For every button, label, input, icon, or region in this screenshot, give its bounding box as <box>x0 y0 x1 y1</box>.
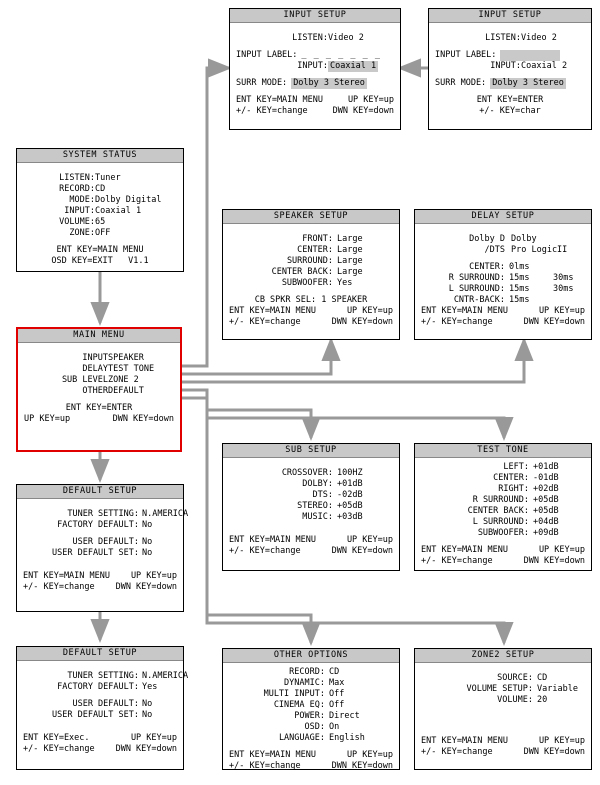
panel-title: DELAY SETUP <box>415 210 591 224</box>
row-value: Dolby Digital <box>95 195 162 205</box>
header-row-1 <box>421 234 585 245</box>
menu-item-label[interactable]: INPUT <box>82 353 108 363</box>
row-value: +05dB <box>533 495 559 505</box>
table-row <box>23 671 189 682</box>
table-row <box>229 667 393 678</box>
panel-title: OTHER OPTIONS <box>223 649 399 663</box>
footer-line-2 <box>236 106 394 117</box>
table-row <box>229 278 393 289</box>
table-row <box>229 722 393 733</box>
row-value: Direct <box>329 711 360 721</box>
row-label: DTS: <box>312 490 333 500</box>
footer-line-2 <box>229 317 393 328</box>
row-input <box>236 61 394 72</box>
row-value: Max <box>329 678 345 688</box>
panel-title: ZONE2 SETUP <box>415 649 591 663</box>
row-label: CENTER: <box>297 245 333 255</box>
row-label: MUSIC: <box>302 512 333 522</box>
row-label: POWER: <box>294 711 325 721</box>
row-label: FRONT: <box>302 234 333 244</box>
table-row <box>23 195 177 206</box>
cb-spkr-sel: CB SPKR SEL: 1 SPEAKER <box>254 295 368 305</box>
menu-item-sublevel-zone2[interactable] <box>24 375 174 386</box>
row-value: Large <box>337 245 363 255</box>
footer-line-2 <box>229 546 393 557</box>
footer-right: DWN KEY=down <box>523 556 585 566</box>
row-label: USER DEFAULT SET: <box>52 710 139 720</box>
row-value: Video 2 <box>521 33 557 43</box>
header-left: /DTS <box>484 245 505 255</box>
table-row <box>421 262 585 273</box>
footer-left: ENT KEY=MAIN MENU <box>421 545 508 555</box>
row-value: OFF <box>95 228 111 238</box>
table-row <box>23 548 177 559</box>
row-label: DYNAMIC: <box>284 678 325 688</box>
row-input-label <box>435 50 585 61</box>
row-label: INPUT: <box>490 61 521 71</box>
footer-line-1 <box>229 306 393 317</box>
row-value: Tuner <box>95 173 121 183</box>
row-label: SOURCE: <box>497 673 533 683</box>
footer-right: DWN KEY=down <box>523 747 585 757</box>
footer-line-1 <box>23 733 177 744</box>
row-value: +05dB <box>337 501 363 511</box>
row-label: RIGHT: <box>498 484 529 494</box>
table-row <box>23 710 177 721</box>
menu-item-label[interactable]: SUB LEVEL <box>61 375 108 385</box>
footer-right: UP KEY=up <box>538 306 585 316</box>
row-label: FACTORY DEFAULT: <box>57 520 139 530</box>
table-row <box>421 695 585 706</box>
table-row <box>421 473 585 484</box>
table-row <box>229 711 393 722</box>
row-value: N.AMERICA <box>142 671 189 681</box>
footer-line-2 <box>23 744 177 755</box>
footer-right: UP KEY=up <box>346 306 393 316</box>
menu-item-other-default[interactable] <box>24 386 174 397</box>
row-label: INPUT LABEL: <box>236 50 298 60</box>
row-input <box>435 61 585 72</box>
row-label: R SURROUND: <box>472 495 529 505</box>
table-row <box>229 234 393 245</box>
footer-line-1 <box>229 535 393 546</box>
row-value: Large <box>337 256 363 266</box>
row-value: CD <box>329 667 340 677</box>
footer-right: UP KEY=up <box>347 95 394 105</box>
menu-item-delay-testtone[interactable] <box>24 364 174 375</box>
row-label: LISTEN: <box>485 33 521 43</box>
footer-left: +/- KEY=change <box>229 761 301 771</box>
panel-other-options[interactable] <box>222 648 400 770</box>
panel-title: MAIN MENU <box>18 329 180 343</box>
row-listen <box>236 33 394 44</box>
panel-input-setup-2[interactable] <box>428 8 592 130</box>
row-label: CENTER: <box>493 473 529 483</box>
footer-line-1: ENT KEY=ENTER <box>476 95 544 105</box>
footer-line-2 <box>23 582 177 593</box>
row-label: R SURROUND: <box>448 273 505 283</box>
footer-line-1 <box>23 571 177 582</box>
table-row <box>421 295 585 306</box>
table-row <box>229 700 393 711</box>
table-row <box>229 501 393 512</box>
header-left: Dolby D <box>469 234 505 244</box>
row-label: L SURROUND: <box>448 284 505 294</box>
table-row <box>229 512 393 523</box>
row-value-b: 30ms <box>553 273 574 283</box>
footer-left: +/- KEY=change <box>229 546 301 556</box>
table-row <box>23 173 177 184</box>
footer-right: DWN KEY=down <box>115 744 177 754</box>
footer-right: UP KEY=up <box>538 545 585 555</box>
row-value: 100HZ <box>337 468 363 478</box>
row-value: Yes <box>142 682 158 692</box>
row-value: No <box>142 520 153 530</box>
row-label: LISTEN: <box>292 33 328 43</box>
row-label: MULTI INPUT: <box>263 689 325 699</box>
row-value: +09dB <box>533 528 559 538</box>
row-label: USER DEFAULT SET: <box>52 548 139 558</box>
row-label: SURROUND: <box>286 256 333 266</box>
table-row <box>229 490 393 501</box>
panel-speaker-setup[interactable] <box>222 209 400 340</box>
footer-right: DWN KEY=down <box>331 546 393 556</box>
table-row <box>229 479 393 490</box>
row-label: RECORD: <box>59 184 95 194</box>
table-row <box>229 245 393 256</box>
row-label: VOLUME: <box>497 695 533 705</box>
panel-default-setup-2[interactable] <box>16 646 189 770</box>
panel-input-setup-1[interactable] <box>229 8 401 130</box>
footer-left: ENT KEY=MAIN MENU <box>236 95 323 105</box>
row-value: Coaxial 1 <box>95 206 142 216</box>
menu-item-input-speaker[interactable] <box>24 353 174 364</box>
panel-system-status[interactable] <box>16 148 184 272</box>
row-label: FACTORY DEFAULT: <box>57 682 139 692</box>
row-label: CINEMA EQ: <box>273 700 325 710</box>
footer-right: UP KEY=up <box>346 535 393 545</box>
menu-item-label[interactable]: DEFAULT <box>108 386 144 396</box>
row-label: TUNER SETTING: <box>67 671 139 681</box>
table-row <box>421 284 585 295</box>
menu-item-label[interactable]: ZONE 2 <box>108 375 139 385</box>
table-row <box>23 509 189 520</box>
table-row <box>23 228 177 239</box>
footer-line-1 <box>229 750 393 761</box>
row-value: +04dB <box>533 517 559 527</box>
row-label: SUBWOOFER: <box>281 278 333 288</box>
menu-item-label[interactable]: TEST TONE <box>108 364 155 374</box>
row-label: SURR MODE: <box>435 78 487 88</box>
header-right: Dolby <box>511 234 537 244</box>
table-row <box>229 733 393 744</box>
table-row <box>23 520 177 531</box>
footer-left: +/- KEY=change <box>421 317 493 327</box>
row-label: CENTER BACK: <box>271 267 333 277</box>
footer-right: UP KEY=up <box>538 736 585 746</box>
footer-line-2 <box>421 317 585 328</box>
footer-line-1 <box>236 95 394 106</box>
table-row <box>23 699 177 710</box>
menu-item-label[interactable]: DELAY <box>82 364 108 374</box>
footer-right: DWN KEY=down <box>331 761 393 771</box>
table-row <box>23 682 177 693</box>
row-label: LEFT: <box>503 462 529 472</box>
table-row <box>421 517 585 528</box>
row-label: TUNER SETTING: <box>67 509 139 519</box>
footer-left: +/- KEY=change <box>421 556 493 566</box>
footer-right: DWN KEY=down <box>523 317 585 327</box>
row-label: CENTER BACK: <box>467 506 529 516</box>
table-row <box>421 462 585 473</box>
row-value: Yes <box>337 278 353 288</box>
footer-right: UP KEY=up <box>130 733 177 743</box>
table-row <box>421 484 585 495</box>
table-row <box>23 206 177 217</box>
row-label: VOLUME: <box>59 217 95 227</box>
header-right: Pro LogicII <box>511 245 568 255</box>
row-label: MODE: <box>69 195 95 205</box>
row-value-a: 15ms <box>509 284 530 294</box>
footer-right: UP KEY=up <box>346 750 393 760</box>
row-value: English <box>329 733 365 743</box>
row-value: Large <box>337 267 363 277</box>
footer-left: +/- KEY=change <box>23 582 95 592</box>
footer-left: ENT KEY=MAIN MENU <box>229 750 316 760</box>
row-label: CNTR-BACK: <box>453 295 505 305</box>
row-value: Coaxial 1 <box>330 61 377 71</box>
footer-line-2: OSD KEY=EXIT V1.1 <box>51 256 149 266</box>
footer-left: ENT KEY=MAIN MENU <box>421 736 508 746</box>
footer-line-1 <box>421 736 585 747</box>
row-label: STEREO: <box>297 501 333 511</box>
row-input-label <box>236 50 394 61</box>
footer-right: DWN KEY=down <box>112 414 174 424</box>
row-value: CD <box>537 673 548 683</box>
footer-left: UP KEY=up <box>24 414 71 424</box>
row-value-a: 15ms <box>509 273 530 283</box>
table-row <box>421 684 585 695</box>
menu-item-label[interactable]: SPEAKER <box>108 353 144 363</box>
footer-line-2 <box>421 747 585 758</box>
row-surr-mode <box>236 78 394 89</box>
panel-zone2-setup[interactable] <box>414 648 592 770</box>
row-value: Off <box>329 689 345 699</box>
row-value: N.AMERICA <box>142 509 189 519</box>
row-label: LISTEN: <box>59 173 95 183</box>
row-label: INPUT LABEL: <box>435 50 497 60</box>
footer-left: ENT KEY=MAIN MENU <box>23 571 110 581</box>
row-label: USER DEFAULT: <box>72 537 139 547</box>
row-listen <box>435 33 585 44</box>
panel-title: SUB SETUP <box>223 444 399 458</box>
table-row <box>23 217 177 228</box>
table-row <box>421 273 585 284</box>
panel-title: INPUT SETUP <box>230 9 400 23</box>
row-value: +02dB <box>533 484 559 494</box>
footer-left: +/- KEY=change <box>23 744 95 754</box>
row-label: INPUT: <box>297 61 328 71</box>
row-value: Off <box>329 700 345 710</box>
panel-default-setup-1[interactable] <box>16 484 189 612</box>
panel-delay-setup[interactable] <box>414 209 592 340</box>
row-value-a: 15ms <box>509 295 530 305</box>
row-label: RECORD: <box>289 667 325 677</box>
row-value: +01dB <box>533 462 559 472</box>
footer-line-2 <box>24 414 174 425</box>
panel-test-tone[interactable] <box>414 443 592 571</box>
row-value: No <box>142 548 153 558</box>
footer-line-2 <box>421 556 585 567</box>
row-label: USER DEFAULT: <box>72 699 139 709</box>
row-value: Coaxial 2 <box>521 61 568 71</box>
panel-title: SYSTEM STATUS <box>17 149 183 163</box>
table-row <box>23 184 177 195</box>
row-value: CD <box>95 184 106 194</box>
footer-left: +/- KEY=change <box>236 106 308 116</box>
row-value: No <box>142 710 153 720</box>
table-row <box>421 673 585 684</box>
panel-main-menu[interactable] <box>16 327 182 452</box>
row-value: +01dB <box>337 479 363 489</box>
row-value <box>500 50 560 61</box>
table-row <box>23 537 177 548</box>
row-value: On <box>329 722 340 732</box>
row-value-a: 0lms <box>509 262 530 272</box>
footer-line-1: ENT KEY=ENTER <box>65 403 133 413</box>
row-value-b: 30ms <box>553 284 574 294</box>
row-value: Dolby 3 Stereo <box>293 78 365 88</box>
menu-item-label[interactable]: OTHER <box>82 386 108 396</box>
footer-left: ENT KEY=Exec. <box>23 733 90 743</box>
row-label: SURR MODE: <box>236 78 288 88</box>
row-label: DOLBY: <box>302 479 333 489</box>
footer-right: DWN KEY=down <box>115 582 177 592</box>
footer-line-1 <box>421 306 585 317</box>
table-row <box>421 495 585 506</box>
row-value: -01dB <box>533 473 559 483</box>
row-label: L SURROUND: <box>472 517 529 527</box>
table-row <box>421 528 585 539</box>
footer-right: DWN KEY=down <box>331 317 393 327</box>
table-row <box>421 506 585 517</box>
footer-left: ENT KEY=MAIN MENU <box>229 535 316 545</box>
footer-left: ENT KEY=MAIN MENU <box>421 306 508 316</box>
row-label: ZONE: <box>69 228 95 238</box>
row-value: No <box>142 699 153 709</box>
row-value: Video 2 <box>328 33 364 43</box>
row-value: +05dB <box>533 506 559 516</box>
footer-line-2: +/- KEY=char <box>479 106 541 116</box>
row-label: CROSSOVER: <box>281 468 333 478</box>
panel-title: SPEAKER SETUP <box>223 210 399 224</box>
table-row <box>229 267 393 278</box>
panel-title: DEFAULT SETUP <box>17 485 183 499</box>
row-surr-mode <box>435 78 585 89</box>
footer-left: ENT KEY=MAIN MENU <box>229 306 316 316</box>
table-row <box>229 468 393 479</box>
row-value: No <box>142 537 153 547</box>
row-value: _ _ _ _ _ _ _ <box>301 50 381 60</box>
panel-title: DEFAULT SETUP <box>17 647 183 661</box>
footer-right: UP KEY=up <box>130 571 177 581</box>
footer-line-2 <box>229 761 393 772</box>
row-value: Dolby 3 Stereo <box>492 78 564 88</box>
row-value: Variable <box>537 684 578 694</box>
row-value: +03dB <box>337 512 363 522</box>
row-label: INPUT: <box>64 206 95 216</box>
table-row <box>229 689 393 700</box>
table-row <box>229 256 393 267</box>
row-label: SUBWOOFER: <box>477 528 529 538</box>
row-label: VOLUME SETUP: <box>466 684 533 694</box>
header-row-2 <box>421 245 585 256</box>
row-label: LANGUAGE: <box>278 733 325 743</box>
footer-line-1 <box>421 545 585 556</box>
panel-sub-setup[interactable] <box>222 443 400 571</box>
table-row <box>229 678 393 689</box>
row-label: OSD: <box>304 722 325 732</box>
footer-left: +/- KEY=change <box>229 317 301 327</box>
panel-title: INPUT SETUP <box>429 9 591 23</box>
row-value: 20 <box>537 695 548 705</box>
footer-right: DWN KEY=down <box>332 106 394 116</box>
footer-left: +/- KEY=change <box>421 747 493 757</box>
row-value: -02dB <box>337 490 363 500</box>
panel-title: TEST TONE <box>415 444 591 458</box>
row-label: CENTER: <box>469 262 505 272</box>
row-value: Large <box>337 234 363 244</box>
footer-line-1: ENT KEY=MAIN MENU <box>56 245 144 255</box>
row-value: 65 <box>95 217 106 227</box>
